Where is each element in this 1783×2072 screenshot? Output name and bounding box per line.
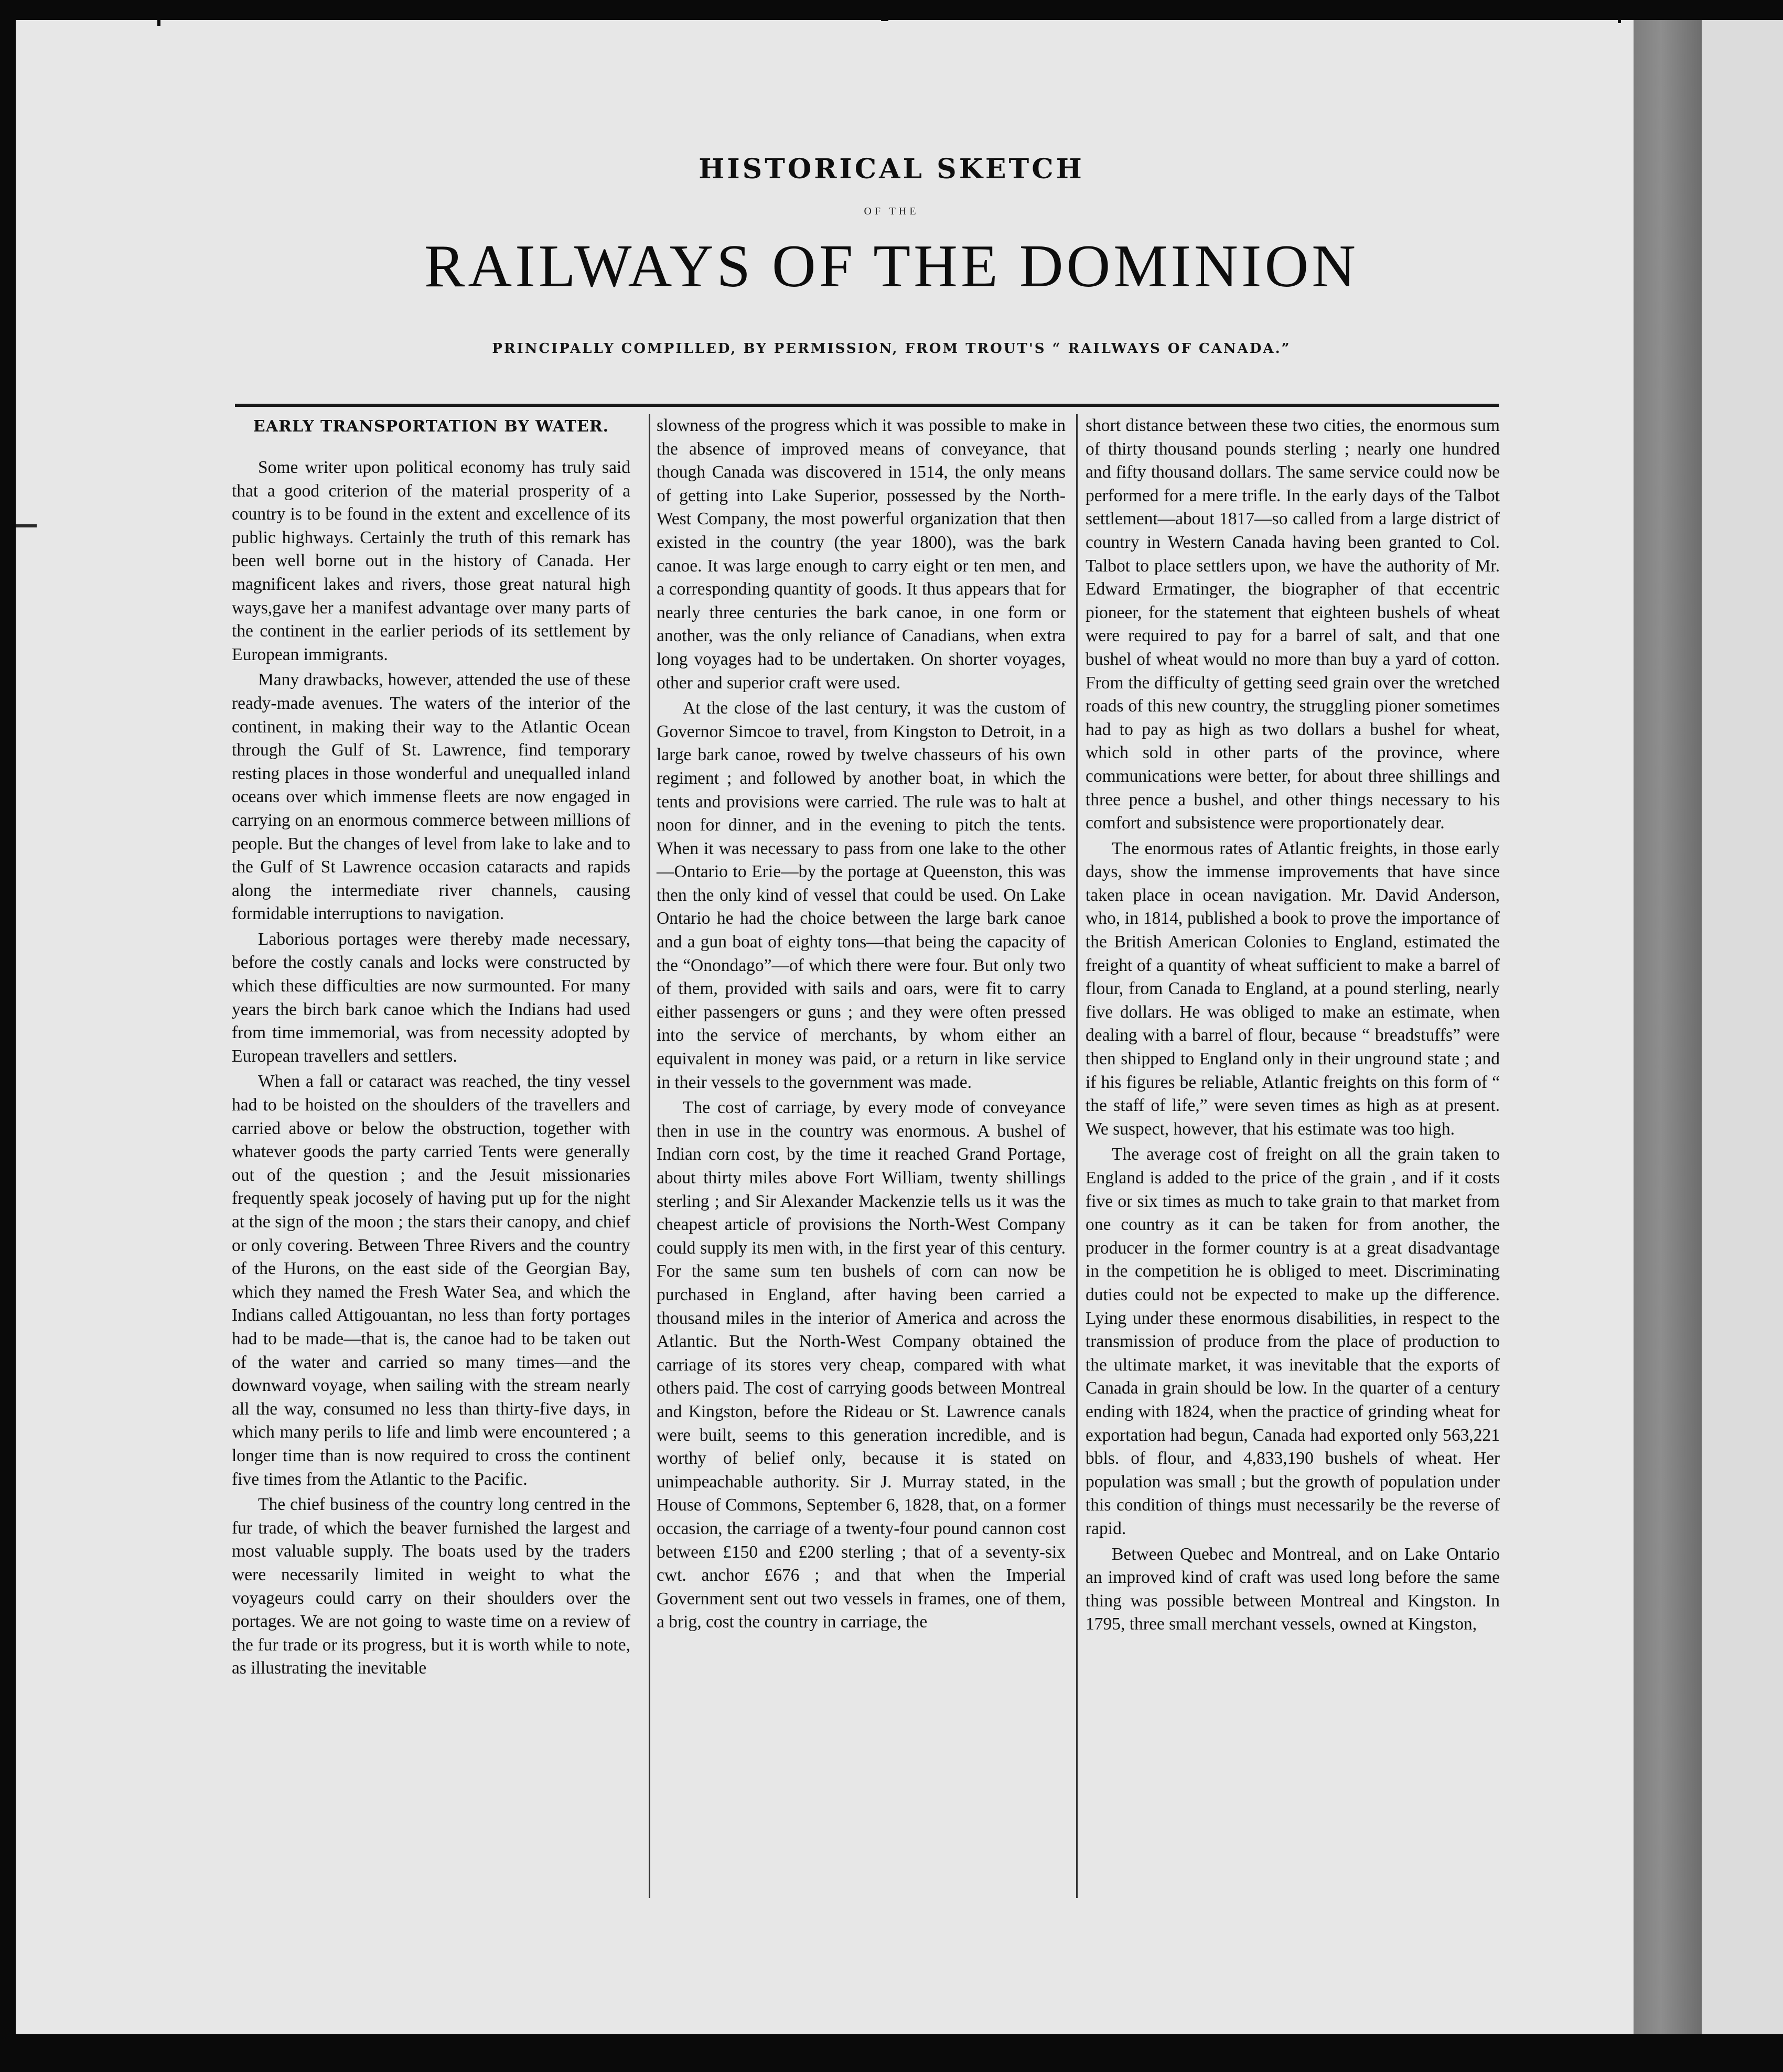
paragraph: Between Quebec and Montreal, and on Lake Ontario an improved kind of craft was used long before the same thing was possible between Montreal and Kingston. In 1795, three small merchant vessels, owned at Kingston, (1086, 1544, 1500, 1634)
column-divider (1076, 414, 1078, 1898)
paragraph: When a fall or cataract was reached, the tiny vessel had to be hoisted on the shoulders of the travellers and carried above or below the obstruction, together with whatever goods the party carried Tents were generally out of the question ; and the Jesuit missionaries frequently speak jocosely of having put up for the night at the sign of the moon ; the stars their canopy, and chief or only covering. Between Three Rivers and the country of the Hurons, on the east side of the Georgian Bay, which they named the Fresh Water Sea, and which the Indians called Attigouantan, no less than forty portages had to be made—that is, the canoe had to be taken out of the water and carried so many times—and the downward voyage, when sailing with the stream nearly all the way, consumed no less than thirty-five days, in which many perils to life and limb were encountered ; a longer time than is now required to cross the continent five times from the Atlantic to the Pacific. (232, 1072, 630, 1489)
page-gutter-shadow (1634, 20, 1702, 2054)
paragraph: The chief business of the country long centred in the fur trade, of which the beaver furnished the largest and most valuable supply. The boats used by the traders were necessarily limited in weight to what the voyageurs could carry on their shoulders over the portages. We are not going to waste time on a review of the fur trade or its progress, but it is worth while to note, as illustrating the inevitable (232, 1495, 630, 1678)
paragraph: Many drawbacks, however, attended the use of these ready-made avenues. The waters of the interior of the continent, in making their way to the Atlantic Ocean through the Gulf of St. Lawrence, find temporary resting places in those wonderful and unequalled inland oceans over which immense fleets are now engaged in carrying on an enormous commerce between millions of people. But the changes of level from lake to lake and to the Gulf of St Lawrence occasion cataracts and rapids along the intermediate river channels, causing formidable interruptions to navigation. (232, 670, 630, 924)
scan-mark (157, 0, 160, 26)
paragraph: short distance between these two cities, the enormous sum of thirty thousand pounds sterling ; nearly one hundred and fifty thousand dollars. The same service could now be performed for a mere trifle. In the early days of the Talbot settlement—about 1817—so called from a large district of country in Western Canada having been granted to Col. Talbot to place settlers upon, we have the authority of Mr. Edward Ermatinger, the biographer of that eccentric pioneer, for the statement that eighteen bushels of wheat were required to pay for a barrel of salt, and that one bushel of wheat would no more than buy a yard of cotton. From the difficulty of getting seed grain over the wretched roads of this new country, the struggling pioner sometimes had to pay as high as two dollars a bushel for wheat, which sold in other parts of the province, where communications were better, for about three shillings and three pence a bushel, and other things necessary to his comfort and subsistence were proportionately dear. (1086, 416, 1500, 833)
scan-bottom-border (0, 2034, 1783, 2072)
of-the-label: OF THE (864, 206, 919, 217)
header-rule (235, 404, 1499, 407)
paragraph: Some writer upon political economy has truly said that a good criterion of the material prosperity of a country is to be found in the extent and excellence of its public highways. Certainly the truth of this remark has been well borne out in the history of Canada. Her magnificent lakes and rivers, those great natural high ways,gave her a manifest advantage over many parts of the continent in the earlier periods of its settlement by European immigrants. (232, 458, 630, 664)
page-subtitle: PRINCIPALLY COMPILLED, BY PERMISSION, FROM TROUT'S “ RAILWAYS OF CANADA.” (492, 341, 1291, 357)
page-title: RAILWAYS OF THE DOMINION (424, 233, 1359, 300)
column-3 (1086, 414, 1500, 1636)
paragraph: The enormous rates of Atlantic freights, in those early days, show the immense improvements that have since taken place in ocean navigation. Mr. David Anderson, who, in 1814, published a book to prove the importance of the British American Colonies to England, estimated the freight of a quantity of wheat sufficient to make a barrel of flour, from Canada to England, at a pound sterling, nearly five dollars. He was obliged to make an estimate, when dealing with a barrel of flour, because “ breadstuffs” were then shipped to England only in their unground state ; and if his figures be reliable, Atlantic freights on this form of “ the staff of life,” were seven times as high as at present. We suspect, however, that his estimate was too high. (1086, 838, 1500, 1139)
paragraph: At the close of the last century, it was the custom of Governor Simcoe to travel, from Kingston to Detroit, in a large bark canoe, rowed by twelve chasseurs of his own regiment ; and followed by another boat, in which the tents and provisions were carried. The rule was to halt at noon for dinner, and in the evening to pitch the tents. When it was necessary to pass from one lake to the other—Ontario to Erie—by the portage at Queenston, this was then the only kind of vessel that could be used. On Lake Ontario he had the choice between the large bark canoe and a gun boat of eighty tons—that being the capacity of the “Onondago”—of which there were four. But only two of them, provided with sails and oars, were fit to carry either passengers or guns ; and they were often pressed into the service of merchants, by whom either an equivalent in money was paid, or a return in like service in their vessels to the government was made. (657, 698, 1066, 1092)
paragraph: slowness of the progress which it was possible to make in the absence of improved means of conveyance, that though Canada was discovered in 1514, the only means of getting into Lake Superior, possessed by the North-West Company, the most powerful organization that then existed in the country (the year 1800), was the bark canoe. It was large enough to carry eight or ten men, and a corresponding quantity of goods. It thus appears that for nearly three centuries the bark canoe, in one form or another, was the only reliance of Canadians, when extra long voyages had to be undertaken. On shorter voyages, other and superior craft were used. (657, 416, 1066, 693)
column-2 (657, 414, 1066, 1634)
column-1 (232, 414, 630, 1680)
section-heading: EARLY TRANSPORTATION BY WATER. (253, 417, 609, 436)
scan-mark (16, 524, 37, 527)
paragraph: The average cost of freight on all the grain taken to England is added to the price of the grain , and if it costs five or six times as much to take grain to that market from one country as it can be taken for from another, the producer in the former country is at a great disadvantage in the competition he is obliged to meet. Discriminating duties could not be expected to make up the difference. Lying under these enormous disabilities, in respect to the transmission of produce from the place of production to the ultimate market, it was inevitable that the exports of Canada in grain should be low. In the quarter of a century ending with 1824, when the practice of grinding wheat for exportation had begun, Canada had exported only 563,221 bbls. of flour, and 4,833,190 bushels of wheat. Her population was small ; but the growth of population under this condition of things must necessarily be the reverse of rapid. (1086, 1145, 1500, 1538)
adjacent-page-edge (1702, 20, 1783, 2054)
scan-mark (881, 0, 888, 21)
paragraph: The cost of carriage, by every mode of conveyance then in use in the country was enormous. A bushel of Indian corn cost, by the time it reached Grand Portage, about thirty miles above Fort William, twenty shillings sterling ; and Sir Alexander Mackenzie tells us it was the cheapest article of provisions the North-West Company could supply its men with, in the first year of this century. For the same sum ten bushels of corn can now be purchased in England, after having been carried a thousand miles in the interior of America and across the Atlantic. But the North-West Company obtained the carriage of its stores very cheap, compared with what others paid. The cost of carrying goods between Montreal and Kingston, before the Rideau or St. Lawrence canals were built, seems to this generation incredible, and is worthy of belief only, because it is stated on unimpeachable authority. Sir J. Murray stated, in the House of Commons, September 6, 1828, that, on a former occasion, the carriage of a twenty-four pound cannon cost between £150 and £200 sterling ; that of a seventy-six cwt. anchor £676 ; and that when the Imperial Government sent out two vessels in frames, one of them, a brig, cost the country in carriage, the (657, 1098, 1066, 1632)
scan-mark (1618, 0, 1621, 23)
column-divider (649, 414, 650, 1898)
kicker-title: HISTORICAL SKETCH (699, 153, 1084, 185)
paragraph: Laborious portages were thereby made necessary, before the costly canals and locks were constructed by which these difficulties are now surmounted. For many years the birch bark canoe which the Indians had used from time immemorial, was from necessity adopted by European travellers and settlers. (232, 929, 630, 1066)
